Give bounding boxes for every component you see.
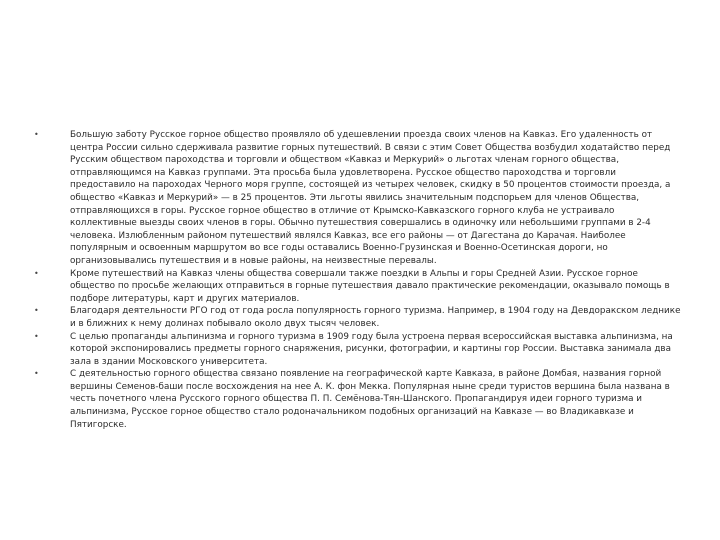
list-item <box>34 268 682 306</box>
paragraph-text: С деятельностью горного общества связано появление на географической карте Кавказа, в районе Домбая, названия горной вершины Семенов-баши после восхождения на нее А. К. фон Мекка. Популярная ныне среди туристов вершина была названа в честь почетного члена Русского горного общества П. П. Семёнова-Тян-Шанского. Пропагандируя идеи горного туризма и альпинизма, Русское горное общество стало родоначальником подобных организаций на Кавказе — во Владикавказе и Пятигорске. <box>70 369 670 430</box>
bullet-icon: • <box>34 369 39 379</box>
bullet-icon: • <box>34 130 39 139</box>
paragraph-text: Большую заботу Русское горное общество проявляло об удешевлении проезда своих членов на Кавказ. Его удаленность от центра России сильно сдерживала развитие горных путешествий. В связи с этим Совет Общества возбудил ходатайство перед Русским обществом пароходства и торговли и обществом «Кавказ и Меркурий» о льготах членам горного общества, отправляющимся на Кавказ группами. Эта просьба была удовлетворена. Русское общество пароходства и торговли предоставило на пароходах Черного моря группе, состоящей из четырех человек, скидку в 50 процентов стоимости проезда, а общество «Кавказ и Меркурий» — в 25 процентов. Эти льготы явились значительным подспорьем для членов Общества, отправляющихся в горы. Русское горное общество в отличие от Крымско-Кавказского горного клуба не устраивало коллективные выезды своих членов в горы. Обычно путешествия совершались в одиночку или небольшими группами в 2-4 человека. Излюбленным районом путешествий являлся Кавказ, все его районы — от Дагестана до Карачая. Наиболее популярным и освоенным маршрутом во все годы оставались Военно-Грузинская и Военно-Осетинская дороги, но организовывались путешествия и в новые районы, на неизвестные перевалы. <box>70 130 671 266</box>
list-item <box>34 368 682 431</box>
list-item <box>34 331 682 369</box>
bullet-icon: • <box>34 268 39 278</box>
paragraph-text: С целью пропаганды альпинизма и горного туризма в 1909 году была устроена первая всероссийская выставка альпинизма, на которой экспонировались предметы горного снаряжения, рисунки, фотографии, и картины гор России. Выставка занимала два зала в здании Московского университета. <box>70 331 673 367</box>
bullet-icon: • <box>34 331 39 341</box>
bullet-icon: • <box>34 306 39 316</box>
list-item <box>34 129 682 268</box>
list-item <box>34 305 682 330</box>
paragraph-text: Кроме путешествий на Кавказ члены общества совершали также поездки в Альпы и горы Средней Азии. Русское горное общество по просьбе желающих отправиться в горные путешествия давало практические рекомендации, оказывало помощь в подборе литературы, карт и других материалов. <box>70 268 670 304</box>
bullet-list <box>34 129 682 431</box>
paragraph-text: Благодаря деятельности РГО год от года росла популярность горного туризма. Например, в 1904 году на Девдоракском леднике и в ближних к нему долинах побывало около двух тысяч человек. <box>70 306 681 329</box>
